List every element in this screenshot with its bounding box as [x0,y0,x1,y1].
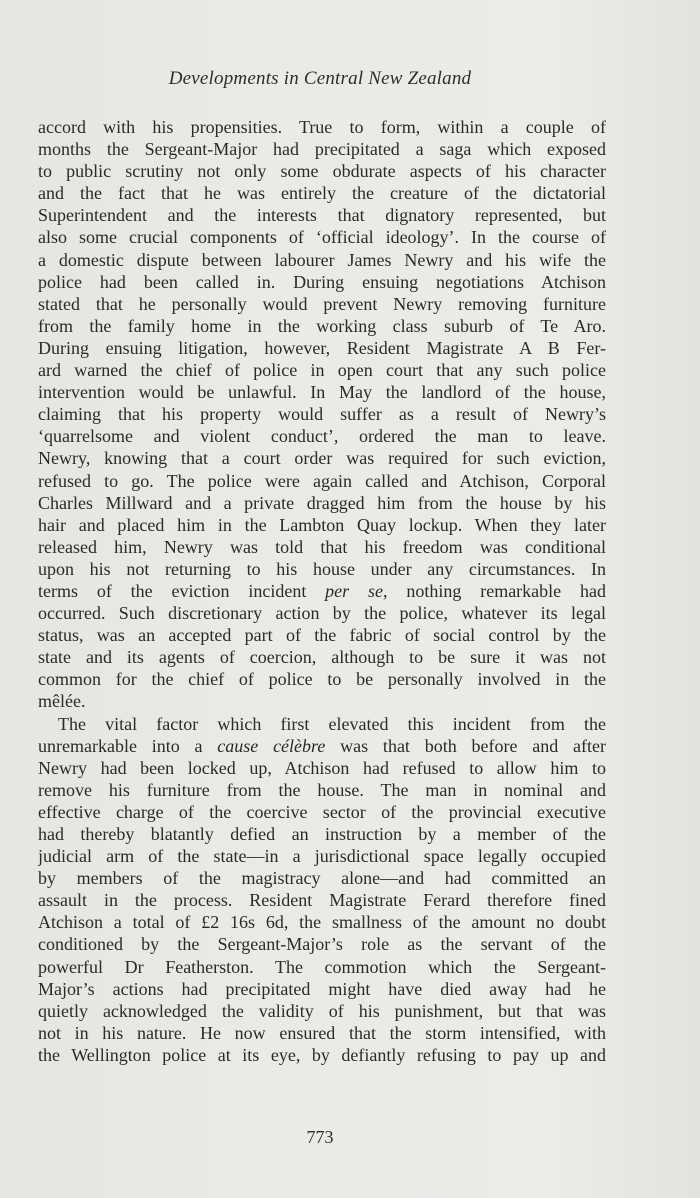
text-segment: powerful Dr Featherston. The commotion which the Sergeant- [38,956,606,977]
text-segment: months the Sergeant-Major had precipitated a saga which exposed [38,139,606,160]
text-line [38,845,606,867]
text-line [38,690,606,712]
text-segment: Newry, knowing that a court order was required for such eviction, [38,448,606,469]
text-line [38,182,606,204]
italic-phrase: per se [325,580,384,601]
text-line [38,1044,606,1066]
text-segment: refused to go. The police were again called and Atchison, Corporal [38,470,606,491]
text-line [38,823,606,845]
text-segment: Major’s actions had precipitated might have died away had he [38,978,606,999]
text-segment: to public scrutiny not only some obdurate aspects of his character [38,161,606,182]
text-segment: conditioned by the Sergeant-Major’s role as the servant of the [38,934,606,955]
text-line [38,867,606,889]
text-segment: had thereby blatantly defied an instruction by a member of the [38,824,606,844]
text-line [38,514,606,536]
text-segment: ard warned the chief of police in open court that any such police [38,360,606,381]
text-segment: intervention would be unlawful. In May the landlord of the house, [38,382,606,403]
text-segment: stated that he personally would prevent Newry removing furniture [38,293,606,314]
text-segment: , nothing remarkable had [383,580,606,601]
text-line [38,624,606,646]
text-segment: and the fact that he was entirely the creature of the dictatorial [38,183,606,204]
text-line [38,403,606,425]
page-number: 773 [306,1127,334,1147]
text-line [38,602,606,624]
text-segment: from the family home in the working class suburb of Te Aro. [38,315,606,336]
text-segment: mêlée. [38,691,86,712]
text-segment: quietly acknowledged the validity of his punishment, but that was [38,1000,606,1021]
text-line [38,425,606,447]
text-segment: During ensuing litigation, however, Resident Magistrate A B Fer- [38,337,606,358]
text-segment: Newry had been locked up, Atchison had refused to allow him to [38,757,606,778]
text-line [38,249,606,271]
text-line [38,536,606,558]
text-line [38,757,606,779]
text-segment: also some crucial components of ‘official ideology’. In the course of [38,227,606,248]
text-line [38,1022,606,1044]
running-head: Developments in Central New Zealand [168,68,472,89]
text-line [38,470,606,492]
text-segment: occurred. Such discretionary action by the police, whatever its legal [38,603,606,624]
text-segment: Charles Millward and a private dragged him from the house by his [38,492,606,513]
text-segment: The vital factor which first elevated this incident from the [58,713,606,734]
text-line [38,801,606,823]
text-segment: police had been called in. During ensuing negotiations Atchison [38,271,606,292]
text-line [38,558,606,580]
text-segment: not in his nature. He now ensured that the storm intensified, with [38,1022,606,1043]
text-segment: a domestic dispute between labourer James Newry and his wife the [38,249,606,270]
text-segment: hair and placed him in the Lambton Quay lockup. When they later [38,514,606,535]
text-line [38,713,606,735]
text-segment: Atchison a total of £2 16s 6d, the smallness of the amount no doubt [38,912,606,933]
text-line [38,735,606,757]
text-line [38,668,606,690]
text-segment: status, was an accepted part of the fabric of social control by the [38,625,606,646]
text-segment: effective charge of the coercive sector of the provincial executive [38,801,606,822]
body-text [38,116,606,1066]
text-line [38,160,606,182]
text-line [38,116,606,138]
text-segment: the Wellington police at its eye, by defiantly refusing to pay up and [38,1044,606,1065]
text-line [38,359,606,381]
text-line [38,447,606,469]
text-segment: state and its agents of coercion, although to be sure it was not [38,647,606,668]
text-segment: Superintendent and the interests that dignatory represented, but [38,205,606,226]
text-line [38,381,606,403]
text-segment: accord with his propensities. True to form, within a couple of [38,117,606,137]
text-line [38,933,606,955]
text-segment: was that both before and after [325,735,606,756]
text-segment: by members of the magistracy alone—and had committed an [38,868,606,889]
text-segment: upon his not returning to his house under any circumstances. In [38,558,606,579]
text-line [38,911,606,933]
text-segment: assault in the process. Resident Magistrate Ferard therefore fined [38,890,606,911]
text-line [38,337,606,359]
text-line [38,293,606,315]
text-segment: released him, Newry was told that his freedom was conditional [38,536,606,557]
text-line [38,138,606,160]
text-line [38,978,606,1000]
text-line [38,315,606,337]
text-segment: terms of the eviction incident [38,580,326,601]
italic-phrase: cause célèbre [217,735,326,756]
text-line [38,226,606,248]
text-segment: claiming that his property would suffer as a result of Newry’s [38,404,606,425]
text-line [38,580,606,602]
text-segment: ‘quarrelsome and violent conduct’, ordered the man to leave. [38,426,606,447]
text-line [38,492,606,514]
text-line [38,889,606,911]
text-line [38,204,606,226]
text-line [38,779,606,801]
text-segment: unremarkable into a [38,735,218,756]
text-line [38,1000,606,1022]
text-line [38,956,606,978]
text-line [38,646,606,668]
text-segment: remove his furniture from the house. The man in nominal and [38,779,606,800]
text-line [38,271,606,293]
text-segment: common for the chief of police to be personally involved in the [38,669,606,690]
text-segment: judicial arm of the state—in a jurisdictional space legally occupied [38,846,606,867]
